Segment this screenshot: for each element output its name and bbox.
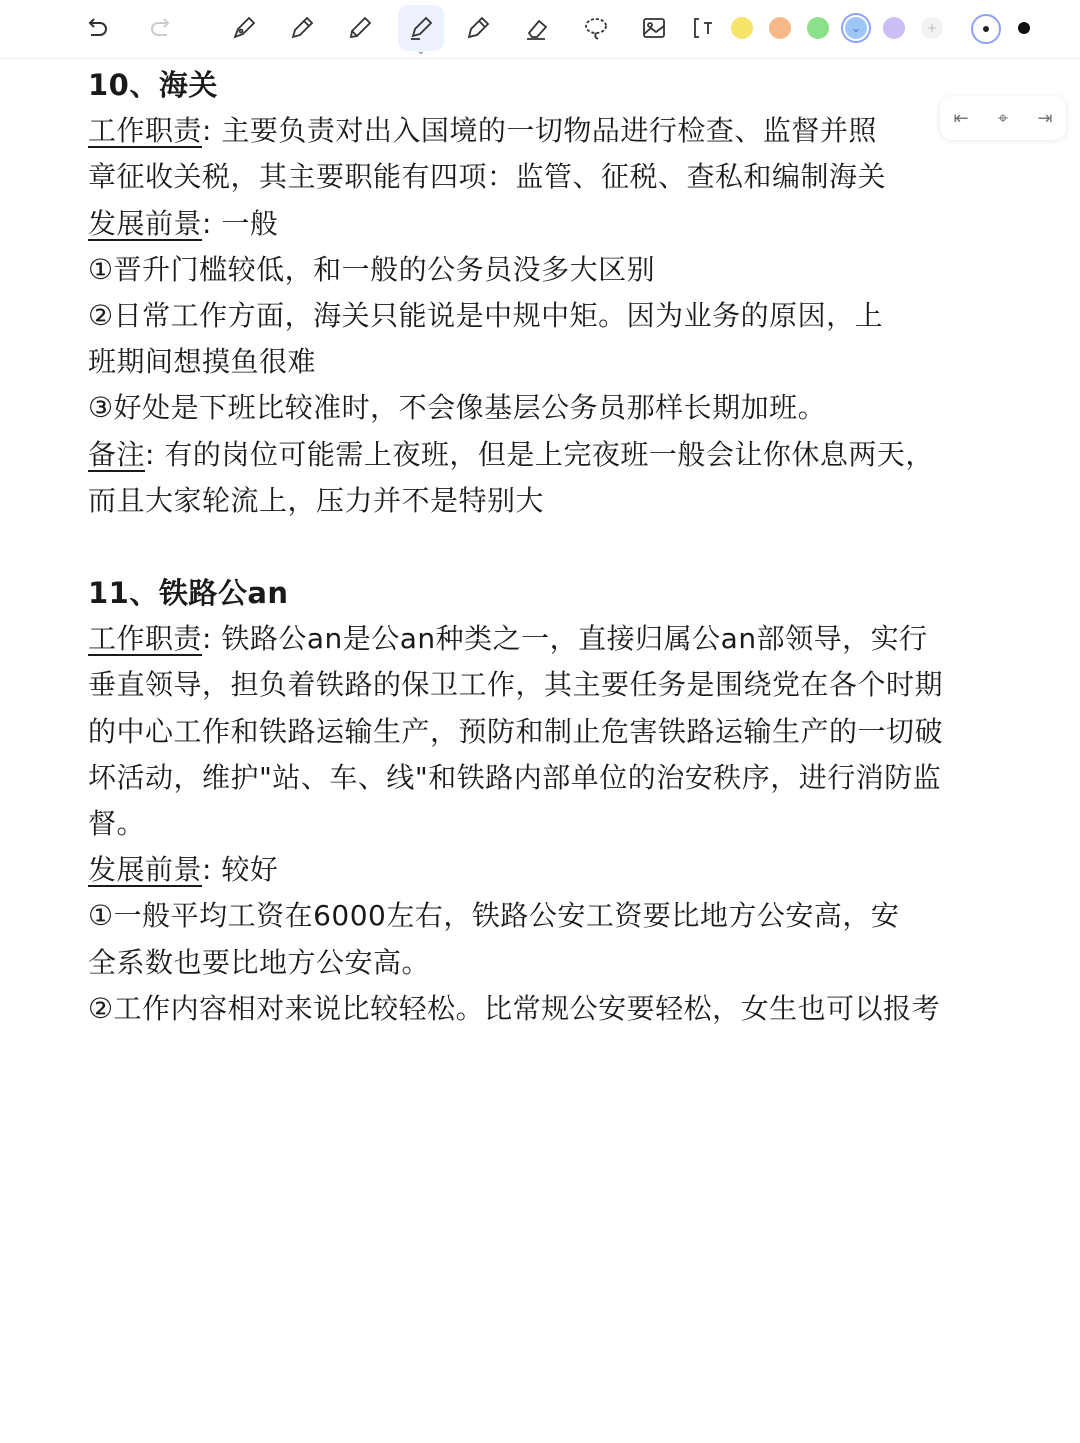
lasso-icon[interactable] — [576, 8, 616, 48]
color-swatch-purple[interactable] — [883, 17, 905, 39]
redo-icon[interactable] — [142, 8, 182, 48]
color-swatch-blue[interactable] — [845, 17, 867, 39]
toolbar — [0, 0, 1080, 59]
prospect-line — [88, 201, 988, 247]
color-swatch-yellow[interactable] — [731, 17, 753, 39]
eraser-icon[interactable] — [516, 8, 556, 48]
duty-text-line: 督。 — [88, 807, 146, 841]
prospect-text: : 较好 — [202, 853, 279, 887]
color-swatch-green[interactable] — [807, 17, 829, 39]
duty-text: : 铁路公an是公an种类之一，直接归属公an部领导，实行 — [202, 622, 928, 656]
image-icon[interactable] — [634, 8, 674, 48]
duty-text-line: 的中心工作和铁路运输生产，预防和制止危害铁路运输生产的一切破 — [88, 714, 944, 748]
duty-text: : 主要负责对出入国境的一切物品进行检查、监督并照 — [202, 114, 877, 148]
chevron-down-icon: ⌄ — [850, 21, 862, 35]
section-title: 10、海关 — [88, 68, 218, 102]
chevron-down-icon: ⌄ — [416, 46, 426, 57]
duty-text-line: 坏活动，维护"站、车、线"和铁路内部单位的治安秩序，进行消防监 — [88, 760, 942, 794]
highlighter-icon[interactable] — [398, 5, 444, 57]
pen-icon[interactable] — [282, 8, 322, 48]
note-content[interactable] — [88, 62, 988, 1032]
prospect-line — [88, 847, 988, 893]
locate-icon[interactable]: ⌖ — [997, 107, 1009, 129]
note-text-line: 而且大家轮流上，压力并不是特别大 — [88, 483, 545, 517]
section-title: 11、铁路公an — [88, 576, 289, 611]
list-item: ③好处是下班比较准时，不会像基层公务员那样长期加班。 — [88, 391, 827, 425]
note-line — [88, 432, 988, 478]
prospect-label: 发展前景 — [88, 206, 203, 240]
text-box-icon[interactable] — [688, 8, 724, 48]
color-swatch-add[interactable]: + — [921, 17, 943, 39]
undo-icon[interactable] — [76, 8, 116, 48]
fountain-pen-icon[interactable] — [224, 8, 264, 48]
stroke-size-large[interactable] — [1018, 22, 1030, 34]
duty-label: 工作职责 — [88, 114, 203, 148]
prospect-label: 发展前景 — [88, 853, 203, 887]
duty-paragraph — [88, 616, 988, 662]
color-swatch-orange[interactable] — [769, 17, 791, 39]
prospect-text: : 一般 — [202, 206, 279, 240]
duty-text-line: 章征收关税，其主要职能有四项：监管、征税、查私和编制海关 — [88, 160, 887, 194]
list-item: ①晋升门槛较低，和一般的公务员没多大区别 — [88, 252, 656, 286]
list-item: 全系数也要比地方公安高。 — [88, 945, 431, 979]
note-label: 备注 — [88, 437, 146, 471]
list-item: ②日常工作方面，海关只能说是中规中矩。因为业务的原因，上 — [88, 299, 884, 333]
marker-icon[interactable] — [458, 8, 498, 48]
duty-text-line: 垂直领导，担负着铁路的保卫工作，其主要任务是围绕党在各个时期 — [88, 668, 944, 702]
spacer — [88, 524, 988, 570]
list-item: ①一般平均工资在6000左右，铁路公安工资要比地方公安高，安 — [88, 899, 900, 933]
duty-paragraph — [88, 108, 988, 154]
list-item: ②工作内容相对来说比较轻松。比常规公安要轻松，女生也可以报考 — [88, 991, 941, 1025]
stroke-size-small[interactable] — [971, 14, 1001, 44]
note-text: : 有的岗位可能需上夜班，但是上完夜班一般会让你休息两天， — [145, 437, 934, 471]
previous-page-icon[interactable]: ⇤ — [953, 107, 969, 129]
next-page-icon[interactable]: ⇥ — [1037, 107, 1053, 129]
duty-label: 工作职责 — [88, 622, 203, 656]
pencil-icon[interactable] — [340, 8, 380, 48]
list-item: 班期间想摸鱼很难 — [88, 345, 317, 379]
